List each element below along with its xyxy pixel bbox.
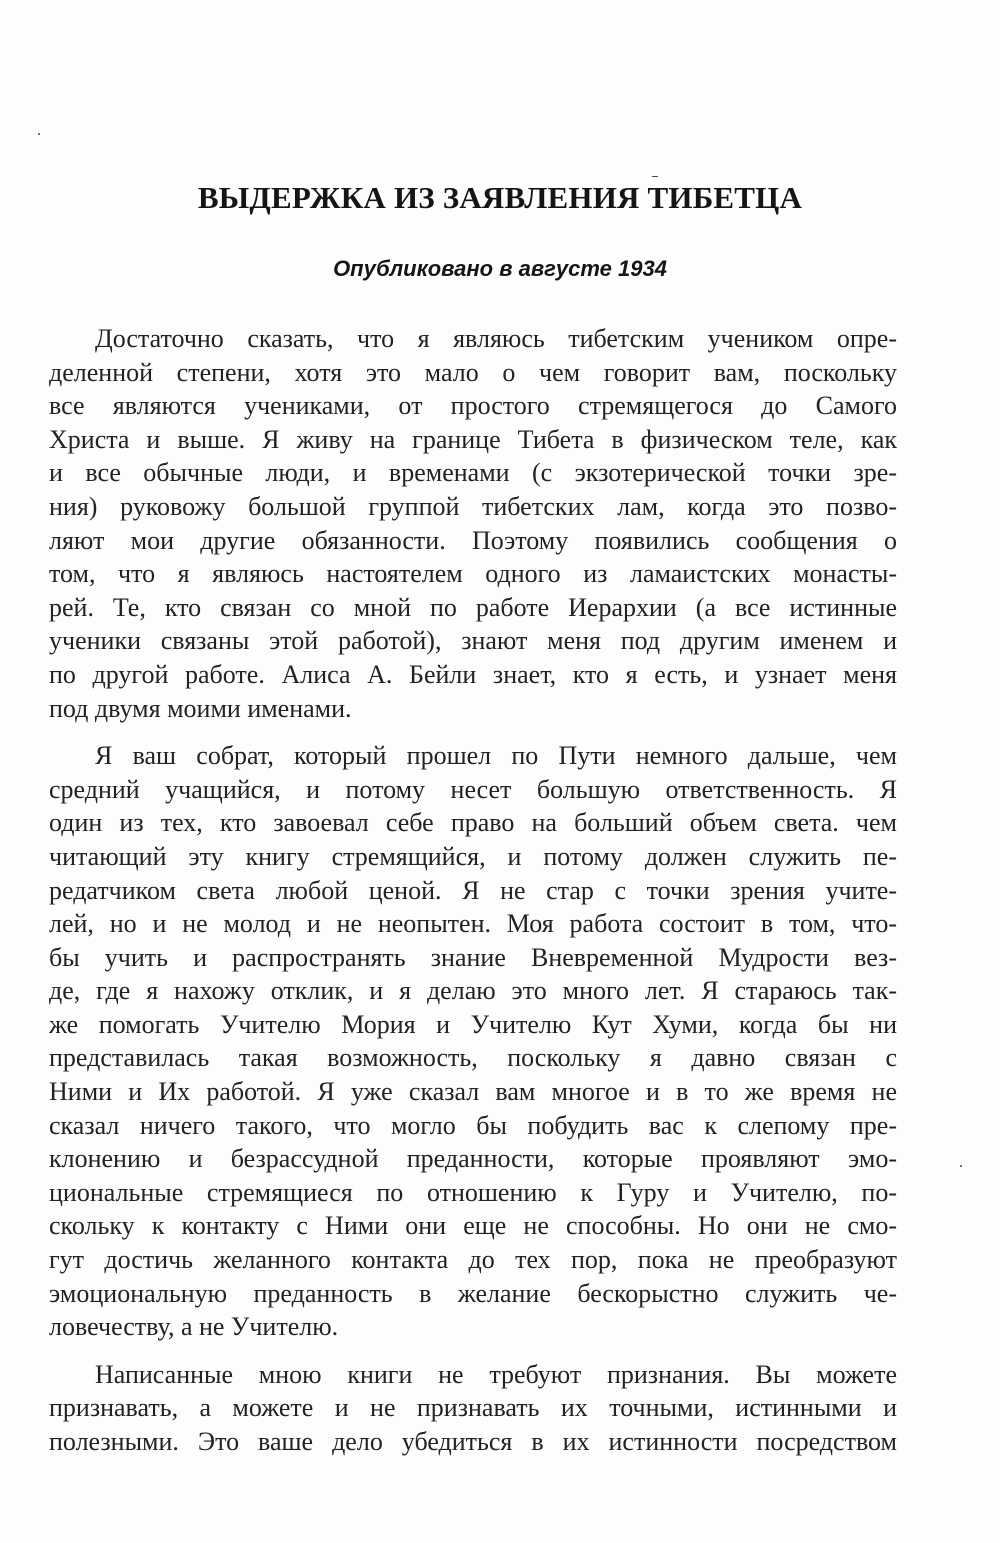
publication-date-subtitle: Опубликовано в августе 1934 [333,256,667,281]
scan-speck [38,133,40,135]
text-line: по другой работе. Алиса А. Бейли знает, кто я есть, и узнает меня [49,659,897,689]
paragraph-3 [49,1358,897,1459]
text-line: бы учить и распространять знание Вневременной Мудрости вез- [49,942,897,972]
paragraph-2 [49,739,897,1344]
text-line: сказал ничего такого, что могло бы побудить вас к слепому пре- [49,1110,897,1140]
text-line: все являются учениками, от простого стремящегося до Самого [49,391,897,421]
text-line: один из тех, кто завоевал себе право на больший объем света. чем [49,808,897,838]
text-line: признавать, а можете и не признавать их точными, истинными и [49,1393,897,1423]
text-line: эмоциональную преданность в желание бескорыстно служить че- [49,1278,897,1308]
text-line: Ними и Их работой. Я уже сказал вам многое и в то же время не [49,1077,897,1107]
paragraph-1 [49,322,897,725]
text-line: скольку к контакту с Ними они еще не способны. Но они не смо- [49,1211,897,1241]
text-line: же помогать Учителю Мория и Учителю Кут Хуми, когда бы ни [49,1009,897,1039]
text-line: деленной степени, хотя это мало о чем говорит вам, поскольку [49,357,897,387]
text-line: ния) руковожу большой группой тибетских лам, когда это позво- [49,491,897,521]
body-text [49,322,897,1473]
text-line: под двумя моими именами. [49,693,352,723]
text-line: представилась такая возможность, поскольку я давно связан с [49,1043,897,1073]
text-line: ловечеству, а не Учителю. [49,1312,339,1342]
page-title: ВЫДЕРЖКА ИЗ ЗАЯВЛЕНИЯ ТИБЕТЦА [197,180,803,215]
text-line: циональные стремящиеся по отношению к Гуру и Учителю, по- [49,1177,897,1207]
text-line: средний учащийся, и потому несет большую ответственность. Я [49,774,897,804]
text-line: полезными. Это ваше дело убедиться в их истинности посредством [49,1427,897,1456]
text-line: редатчиком света любой ценой. Я не стар с точки зрения учите- [49,875,897,905]
text-line: ученики связаны этой работой), знают меня под другим именем и [49,626,897,656]
text-line: том, что я являюсь настоятелем одного из ламаистских монасты- [49,559,897,589]
text-line: де, где я нахожу отклик, и я делаю это много лет. Я стараюсь так- [49,976,897,1006]
text-line: гут достичь желанного контакта до тех пор, пока не преобразуют [49,1245,897,1275]
scan-speck [960,1165,962,1167]
text-line: и все обычные люди, и временами (с экзотерической точки зре- [49,458,897,488]
text-line: лей, но и не молод и не неопытен. Моя работа состоит в том, что- [49,909,897,939]
text-line: Христа и выше. Я живу на границе Тибета в физическом теле, как [49,424,897,454]
text-line: Написанные мною книги не требуют признания. Вы можете [95,1359,897,1389]
text-line: рей. Те, кто связан со мной по работе Иерархии (а все истинные [49,592,897,622]
text-line: клонению и безрассудной преданности, которые проявляют эмо- [49,1144,897,1174]
text-line: ляют мои другие обязанности. Поэтому появились сообщения о [49,525,897,555]
text-line: Я ваш собрат, который прошел по Пути немного дальше, чем [95,741,897,771]
text-line: читающий эту книгу стремящийся, и потому должен служить пе- [49,841,897,871]
text-line: Достаточно сказать, что я являюсь тибетским учеником опре- [95,324,897,353]
scan-speck [652,176,658,177]
